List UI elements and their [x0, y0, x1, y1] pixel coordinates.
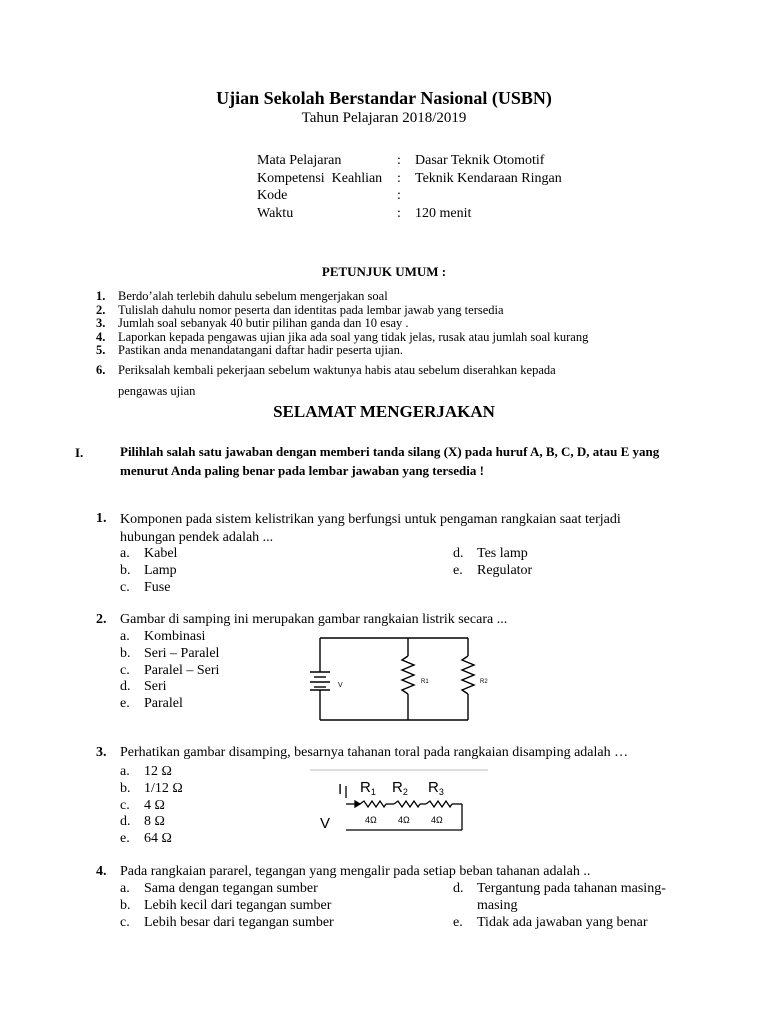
resistor-r3: [426, 801, 452, 807]
instruction-item: [96, 317, 676, 331]
instruction-number: 4.: [96, 329, 106, 344]
resistor-r2-value: 4Ω: [398, 815, 410, 825]
instruction-text: Laporkan kepada pengawas ujian jika ada soal yang tidak jelas, rusak atau jumlah soal kurang: [118, 329, 589, 344]
meta-row-time: [257, 205, 562, 223]
resistor-symbol: R: [392, 779, 403, 796]
question-text: Perhatikan gambar disamping, besarnya tahanan toral pada rangkaian disamping adalah …: [120, 745, 629, 760]
instruction-item: [96, 290, 676, 304]
option-letter: a.: [120, 764, 130, 779]
option-text: Kabel: [144, 546, 178, 561]
option-letter: d.: [120, 814, 131, 830]
meta-label: Mata Pelajaran: [257, 153, 342, 168]
answer-option-b[interactable]: [120, 563, 177, 580]
answer-option-a[interactable]: [120, 764, 183, 781]
question-1-options-right: [453, 546, 532, 580]
option-text: masing: [477, 897, 518, 913]
meta-value: Teknik Kendaraan Ringan: [415, 170, 562, 186]
question-4-number: [96, 864, 107, 880]
section-instruction: Pilihlah salah satu jawaban dengan memberi tanda silang (X) pada huruf A, B, C, D, atau E yang menurut Anda paling benar pada lembar jawaban yang tersedia !: [120, 444, 660, 478]
answer-option-c[interactable]: [120, 798, 183, 815]
answer-option-e[interactable]: [453, 915, 666, 932]
answer-option-c[interactable]: [120, 915, 334, 932]
option-letter: c.: [120, 579, 130, 595]
resistor-r1: [402, 656, 414, 694]
question-2-options: [120, 629, 219, 713]
option-text: Tergantung pada tahanan masing-: [477, 881, 666, 896]
answer-option-a[interactable]: [120, 546, 177, 563]
instruction-text: Berdo’alah terlebih dahulu sebelum mengerjakan soal: [118, 289, 388, 303]
option-text: Tidak ada jawaban yang benar: [477, 914, 648, 930]
resistor-r2: [462, 656, 474, 694]
instruction-text: Pastikan anda menandatangani daftar hadir peserta ujian.: [118, 343, 403, 358]
instruction-text: Periksalah kembali pekerjaan sebelum waktunya habis atau sebelum diserahkan kepada: [118, 362, 556, 377]
option-text: 64 Ω: [144, 831, 172, 847]
option-text: Seri – Paralel: [144, 645, 220, 661]
resistor-r3-value: 4Ω: [431, 815, 443, 825]
question-1-text: [120, 511, 700, 547]
section-number: I.: [75, 445, 84, 460]
resistor-r2-label: R2: [480, 679, 488, 685]
option-letter: b.: [120, 562, 131, 578]
instruction-number: 1.: [96, 289, 106, 303]
question-number: 4.: [96, 864, 107, 879]
resistor-subscript: 3: [438, 787, 444, 797]
instruction-text: Jumlah soal sebanyak 40 butir pilihan ganda dan 10 esay .: [118, 316, 409, 331]
question-4-options-right: [453, 881, 666, 931]
series-circuit-diagram: [310, 768, 490, 850]
option-text: Lebih kecil dari tegangan sumber: [144, 897, 332, 913]
resistor-r1-label: [360, 779, 376, 797]
option-letter: d.: [120, 679, 131, 695]
parallel-circuit-diagram: [300, 634, 490, 724]
meta-separator: :: [397, 153, 401, 168]
current-arrow-head: [355, 801, 360, 807]
question-number: 2.: [96, 612, 107, 627]
answer-option-c[interactable]: [120, 663, 219, 680]
meta-row-code: [257, 187, 562, 205]
question-2-number: [96, 612, 107, 628]
option-letter: a.: [120, 629, 130, 644]
question-1-options-left: [120, 546, 177, 596]
answer-option-d[interactable]: [453, 546, 532, 563]
exam-meta: [257, 152, 562, 222]
voltage-label: V: [320, 815, 331, 832]
question-text: Pada rangkaian pararel, tegangan yang mengalir pada setiap beban tahanan adalah ..: [120, 864, 591, 879]
answer-option-e[interactable]: [120, 831, 183, 848]
question-3-options: [120, 764, 183, 848]
answer-option-e[interactable]: [120, 696, 219, 713]
meta-value: 120 menit: [415, 205, 472, 221]
resistor-r1-value: 4Ω: [365, 815, 377, 825]
exam-title: Ujian Sekolah Berstandar Nasional (USBN): [216, 88, 552, 108]
option-letter: b.: [120, 645, 131, 661]
instruction-number: 5.: [96, 343, 106, 358]
answer-option-b[interactable]: [120, 646, 219, 663]
option-text: Kombinasi: [144, 629, 206, 644]
option-text: 8 Ω: [144, 814, 165, 830]
good-luck-heading: SELAMAT MENGERJAKAN: [273, 402, 495, 421]
option-letter: d.: [453, 546, 464, 561]
option-letter: e.: [453, 914, 463, 930]
meta-row-subject: [257, 152, 562, 170]
instruction-text: Tulislah dahulu nomor peserta dan identitas pada lembar jawab yang tersedia: [118, 302, 504, 317]
resistor-r1: [360, 801, 386, 807]
resistor-subscript: 2: [402, 787, 408, 797]
option-text: Paralel – Seri: [144, 662, 220, 678]
answer-option-a[interactable]: [120, 881, 334, 898]
resistor-symbol: R: [428, 779, 439, 796]
meta-separator: :: [397, 188, 401, 203]
option-text: Regulator: [477, 562, 533, 578]
option-text: Lamp: [144, 562, 177, 578]
option-text: Lebih besar dari tegangan sumber: [144, 914, 334, 930]
option-text: 12 Ω: [144, 764, 172, 779]
resistor-symbol: R: [360, 779, 371, 796]
option-letter: e.: [120, 696, 130, 712]
option-letter: e.: [453, 562, 463, 578]
answer-option-b[interactable]: [120, 898, 334, 915]
question-text: Komponen pada sistem kelistrikan yang berfungsi untuk pengaman rangkaian saat terjadi: [120, 512, 621, 527]
instruction-item: [96, 331, 676, 345]
instruction-text-continued: pengawas ujian: [118, 383, 196, 398]
option-text: Seri: [144, 679, 167, 695]
question-4-options-left: [120, 881, 334, 931]
meta-row-competency: [257, 170, 562, 188]
meta-separator: :: [397, 205, 401, 221]
answer-option-b[interactable]: [120, 781, 183, 798]
question-number: 1.: [96, 511, 107, 526]
meta-label: Kompetensi Keahlian: [257, 170, 383, 186]
option-text: 4 Ω: [144, 797, 165, 813]
resistor-r1-label: R1: [421, 679, 429, 685]
answer-option-c[interactable]: [120, 580, 177, 597]
question-text-continued: hubungan pendek adalah ...: [120, 530, 274, 545]
answer-option-e[interactable]: [453, 563, 532, 580]
option-letter: a.: [120, 546, 130, 561]
general-instructions-title: PETUNJUK UMUM :: [321, 264, 447, 279]
answer-option-d[interactable]: [120, 679, 219, 696]
option-letter: e.: [120, 831, 130, 847]
option-letter: b.: [120, 780, 131, 796]
meta-label: Kode: [257, 188, 288, 203]
resistor-r2-label: [392, 779, 408, 797]
question-text: Gambar di samping ini merupakan gambar rangkaian listrik secara ...: [120, 612, 508, 627]
general-instructions-list: [96, 290, 676, 401]
instruction-item: [96, 304, 676, 318]
option-letter: c.: [120, 662, 130, 678]
answer-option-a[interactable]: [120, 629, 219, 646]
resistor-r3-label: [428, 779, 444, 797]
option-text: Tes lamp: [477, 546, 528, 561]
option-text: Sama dengan tegangan sumber: [144, 881, 318, 896]
meta-value: Dasar Teknik Otomotif: [415, 153, 545, 168]
instruction-number: 3.: [96, 316, 106, 331]
instruction-item: [96, 360, 676, 381]
meta-label: Waktu: [257, 205, 294, 221]
question-1-number: [96, 511, 107, 527]
option-letter: b.: [120, 897, 131, 913]
option-letter: d.: [453, 881, 464, 896]
option-letter: c.: [120, 914, 130, 930]
option-letter: c.: [120, 797, 130, 813]
answer-option-d-continued: [453, 898, 666, 915]
answer-option-d[interactable]: [453, 881, 666, 898]
resistor-r2: [394, 801, 420, 807]
instruction-item: [96, 344, 676, 358]
answer-option-d[interactable]: [120, 814, 183, 831]
exam-year: Tahun Pelajaran 2018/2019: [301, 110, 467, 126]
option-letter: a.: [120, 881, 130, 896]
meta-separator: :: [397, 170, 401, 186]
instruction-number: 6.: [96, 362, 106, 377]
question-3-number: [96, 745, 107, 761]
option-text: Paralel: [144, 696, 183, 712]
resistor-subscript: 1: [370, 787, 376, 797]
voltage-label: V: [338, 682, 343, 689]
current-label: I: [338, 781, 343, 798]
option-text: 1/12 Ω: [144, 780, 183, 796]
option-text: Fuse: [144, 579, 171, 595]
question-number: 3.: [96, 745, 107, 760]
instruction-number: 2.: [96, 302, 106, 317]
